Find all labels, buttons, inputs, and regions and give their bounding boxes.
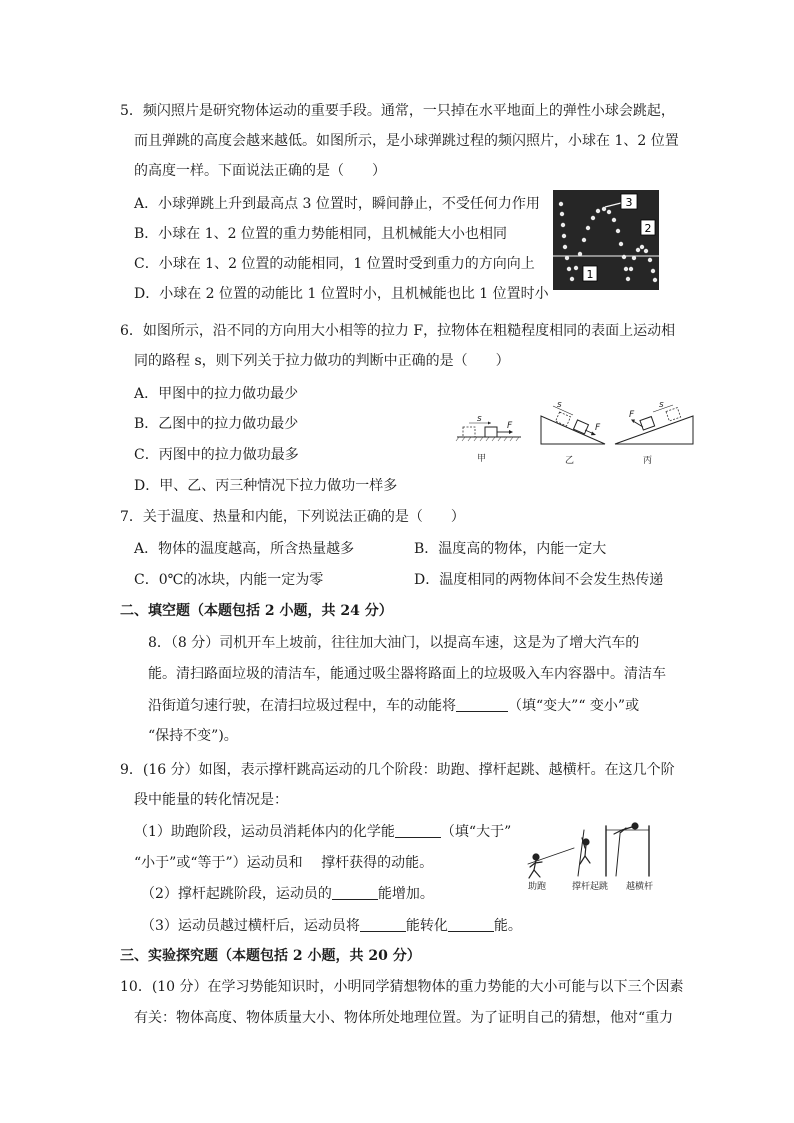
q8-blank-kinetic-energy[interactable] <box>456 697 508 712</box>
q9-line-2: 段中能量的转化情况是： <box>134 792 288 808</box>
q9-part-2-tail: 能增加。 <box>377 886 434 902</box>
q8-line-3-tail: （填“变大”“ 变小”或 <box>508 698 640 714</box>
q6-stem-line-2: 同的路程 s，则下列关于拉力做功的判断中正确的是（ ） <box>134 353 510 369</box>
q8-line-3-text: 沿街道匀速行驶，在清扫垃圾过程中，车的动能将 <box>148 698 456 714</box>
yi-distance-label: s <box>557 402 562 410</box>
caption-jia: 甲 <box>477 454 487 464</box>
section-2-title: 二、填空题（本题包括 2 小题，共 24 分） <box>120 603 393 619</box>
q5-option-c: C．小球在 1、2 位置的动能相同，1 位置时受到重力的方向向上 <box>134 256 535 272</box>
q5-stem-line-1: 5．频闪照片是研究物体运动的重要手段。通常，一只掉在水平地面上的弹性小球会跳起， <box>120 103 675 119</box>
ball-label-3: 3 <box>625 196 633 209</box>
q9-blank-2[interactable] <box>332 885 378 900</box>
q8-line-2: 能。清扫路面垃圾的清洁车，能通过吸尘器将路面上的垃圾吸入车内容器中。清洁车 <box>148 666 666 682</box>
q5-option-b: B．小球在 1、2 位置的重力势能相同，且机械能大小也相同 <box>134 226 508 242</box>
q7-option-c: C．0℃的冰块，内能一定为零 <box>134 572 324 588</box>
q5-stem-line-2: 而且弹跳的高度会越来越低。如图所示，是小球弹跳过程的频闪照片，小球在 1、2 位置 <box>134 133 679 149</box>
diagram-bing <box>615 402 693 466</box>
section-3-title: 三、实验探究题（本题包括 2 小题，共 20 分） <box>120 948 421 964</box>
q8-line-1: 8．（8 分）司机开车上坡前，往往加大油门，以提高车速，这是为了增大汽车的 <box>148 635 640 651</box>
q9-part-3-tail: 能。 <box>493 918 522 934</box>
q7-stem: 7．关于温度、热量和内能，下列说法正确的是（ ） <box>120 509 465 525</box>
q6-option-d: D．甲、乙、丙三种情况下拉力做功一样多 <box>134 478 398 494</box>
q6-option-b: B．乙图中的拉力做功最少 <box>134 416 299 432</box>
q9-part-1-text: （1）助跑阶段，运动员消耗体内的化学能 <box>134 824 395 840</box>
q9-part-1-cont: “小于”或“等于”）运动员和 撑杆获得的动能。 <box>134 855 434 871</box>
q8-line-4: “保持不变”)。 <box>148 728 238 744</box>
caption-bing: 丙 <box>643 456 653 466</box>
q7-option-b: B．温度高的物体，内能一定大 <box>414 541 607 557</box>
q6-option-c: C．丙图中的拉力做功最多 <box>134 447 299 463</box>
q9-part-2 <box>141 884 434 904</box>
bing-distance-label: s <box>659 402 664 410</box>
caption-yi: 乙 <box>565 456 575 466</box>
pole-vault-diagram <box>522 818 672 892</box>
q9-line-1: 9．(16 分）如图，表示撑杆跳高运动的几个阶段：助跑、撑杆起跳、越横杆。在这几个阶 <box>120 762 675 778</box>
q7-option-a: A．物体的温度越高，所含热量越多 <box>134 541 355 557</box>
diagram-jia <box>456 414 521 464</box>
ball-label-2: 2 <box>644 222 652 235</box>
q9-blank-1[interactable] <box>395 823 441 838</box>
q9-part-2-text: （2）撑杆起跳阶段，运动员的 <box>141 886 332 902</box>
q7-option-d: D．温度相同的两物体间不会发生热传递 <box>414 572 664 588</box>
q6-stem-line-1: 6．如图所示，沿不同的方向用大小相等的拉力 F，拉物体在粗糙程度相同的表面上运动相 <box>120 323 676 339</box>
q5-option-a: A．小球弹跳上升到最高点 3 位置时，瞬间静止，不受任何力作用 <box>134 196 540 212</box>
q9-part-3 <box>141 916 522 936</box>
q10-line-1: 10．(10 分）在学习势能知识时，小明同学猜想物体的重力势能的大小可能与以下三个因素 <box>120 979 684 995</box>
ball-label-1: 1 <box>586 268 594 281</box>
pull-force-diagrams <box>455 402 700 468</box>
q9-part-3-mid: 能转化 <box>405 918 448 934</box>
q9-blank-3[interactable] <box>360 917 406 932</box>
q9-part-1-tail: （填“大于” <box>440 824 512 840</box>
q8-line-3 <box>148 696 639 716</box>
yi-force-label: F <box>595 423 601 433</box>
q5-stem-line-3: 的高度一样。下面说法正确的是（ ） <box>134 163 386 179</box>
caption-run: 助跑 <box>528 882 547 892</box>
jia-force-label: F <box>507 421 513 431</box>
caption-takeoff: 撑杆起跳 <box>572 882 609 892</box>
diagram-yi <box>541 402 605 466</box>
caption-bar: 越横杆 <box>626 882 654 892</box>
q9-blank-4[interactable] <box>448 917 494 932</box>
q9-part-1 <box>134 822 511 842</box>
q6-option-a: A．甲图中的拉力做功最少 <box>134 386 299 402</box>
q10-line-2: 有关：物体高度、物体质量大小、物体所处地理位置。为了证明自己的猜想，他对“重力 <box>134 1010 674 1026</box>
bouncing-ball-photo <box>553 190 659 290</box>
bing-force-label: F <box>629 410 635 420</box>
jia-distance-label: s <box>477 414 482 424</box>
q9-part-3-text: （3）运动员越过横杆后，运动员将 <box>141 918 360 934</box>
q5-option-d: D．小球在 2 位置的动能比 1 位置时小，且机械能也比 1 位置时小 <box>134 286 549 302</box>
